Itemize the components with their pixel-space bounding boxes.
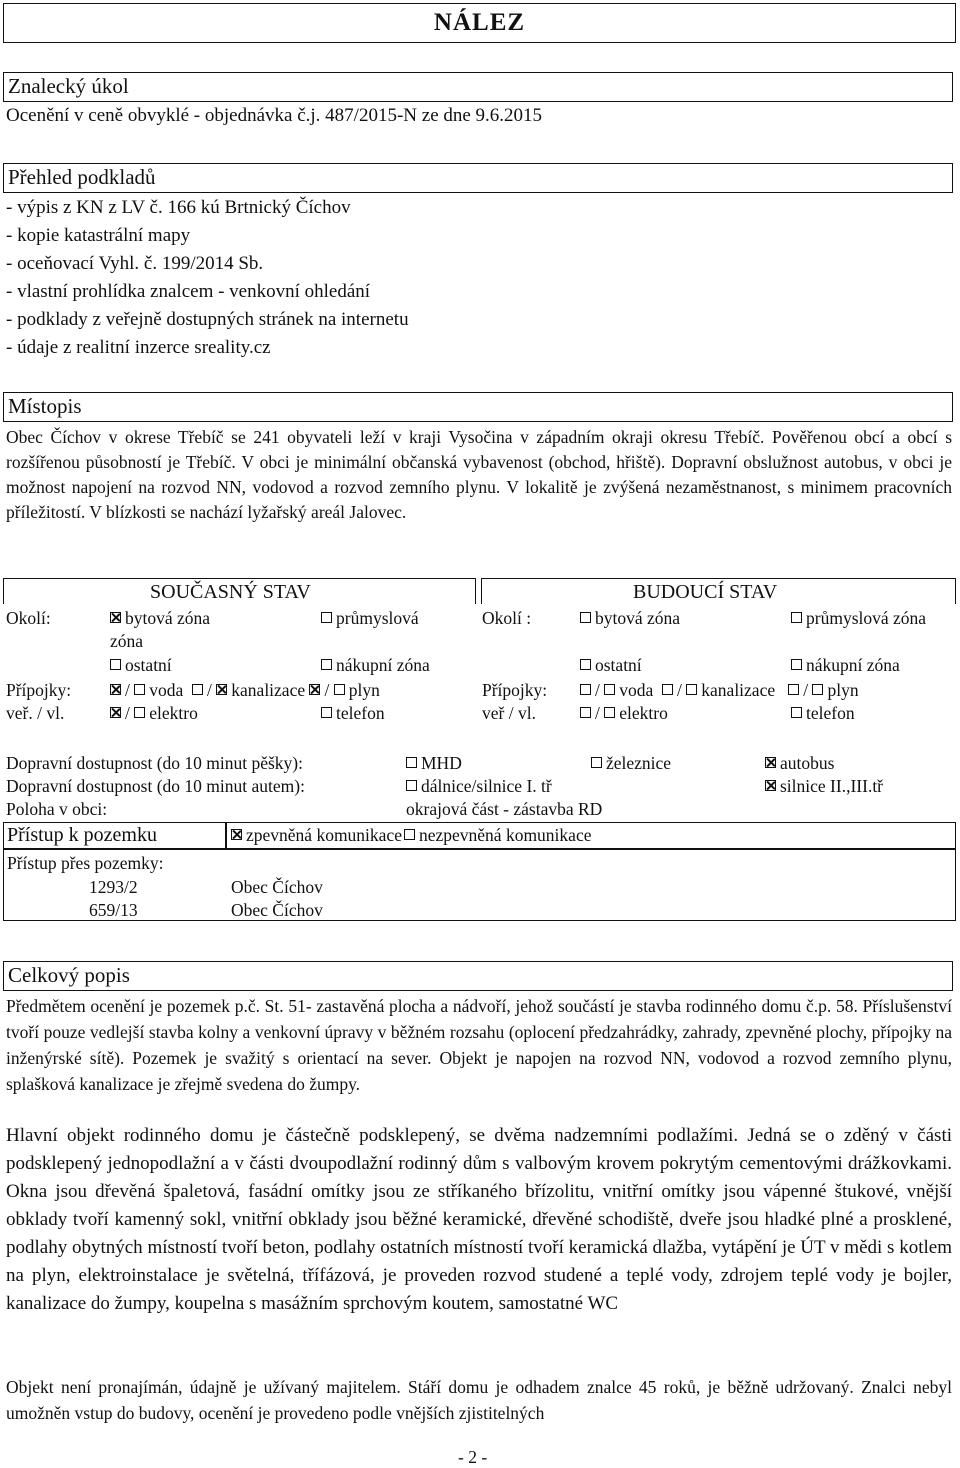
option-label: průmyslová [336, 608, 419, 628]
option-label: nákupní zóna [806, 655, 900, 675]
option-label: ostatní [595, 655, 642, 675]
checkbox-icon [404, 829, 415, 840]
checked-box-icon [765, 757, 776, 768]
soucasny-pripojky-label: Přípojky: [6, 680, 72, 700]
slash: / [595, 680, 600, 700]
section-ukol-heading [3, 72, 953, 102]
option-label: dálnice/silnice I. tř [421, 776, 552, 796]
checkbox-icon [334, 684, 345, 695]
budouci-ver-label: veř / vl. [482, 703, 536, 723]
checkbox-icon [580, 612, 591, 623]
ukol-text: Ocenění v ceně obvyklé - objednávka č.j. 487/2015-N ze dne 9.6.2015 [6, 105, 543, 126]
soucasny-nakupni [321, 654, 430, 676]
doprava-auto-label: Dopravní dostupnost (do 10 minut autem): [6, 776, 305, 796]
budouci-bytova [580, 607, 680, 629]
doprava-zeleznice [591, 752, 671, 774]
podklady-item: - podklady z veřejně dostupných stránek na internetu [6, 309, 409, 330]
option-label: autobus [780, 753, 835, 773]
pozemek-vlastnik: Obec Číchov [231, 877, 323, 897]
budouci-nakupni [791, 654, 900, 676]
option-label: telefon [336, 703, 385, 723]
section-mistopis-heading [3, 392, 953, 422]
soucasny-prumyslova [321, 607, 419, 629]
checked-box-icon [110, 707, 121, 718]
budouci-pripojky-label: Přípojky: [482, 680, 548, 700]
slash: / [595, 703, 600, 723]
checkbox-icon [591, 757, 602, 768]
budouci-pripojky-row [580, 679, 859, 701]
pristup-heading: Přístup k pozemku [7, 824, 157, 846]
option-label: plyn [348, 680, 380, 700]
checked-box-icon [110, 684, 121, 695]
checked-box-icon [110, 612, 121, 623]
doprava-peso-label: Dopravní dostupnost (do 10 minut pěšky): [6, 753, 303, 773]
option-label: MHD [421, 753, 462, 773]
pozemek-vlastnik: Obec Číchov [231, 900, 323, 920]
checkbox-icon [580, 684, 591, 695]
slash: / [324, 680, 330, 700]
checkbox-icon [686, 684, 697, 695]
slash: / [207, 680, 212, 700]
checkbox-icon [580, 659, 591, 670]
ukol-heading-text: Znalecký úkol [8, 74, 129, 98]
mistopis-heading-text: Místopis [8, 394, 82, 418]
soucasny-ver-label: veř. / vl. [6, 703, 65, 723]
checked-box-icon [765, 780, 776, 791]
slash: / [125, 703, 130, 723]
pristup-options [231, 824, 591, 846]
page-number: - 2 - [458, 1447, 488, 1467]
podklady-item: - kopie katastrální mapy [6, 225, 191, 246]
checkbox-icon [192, 684, 203, 695]
option-label: voda [149, 680, 184, 700]
checkbox-icon [110, 659, 121, 670]
podklady-item: - výpis z KN z LV č. 166 kú Brtnický Číchov [6, 197, 351, 218]
podklady-item: - vlastní prohlídka znalcem - venkovní ohledání [6, 281, 371, 302]
checked-box-icon [309, 684, 320, 695]
checkbox-icon [791, 707, 802, 718]
slash: / [677, 680, 682, 700]
checkbox-icon [791, 612, 802, 623]
section-podklady-heading [3, 163, 953, 193]
soucasny-telefon [321, 702, 385, 724]
checkbox-icon [580, 707, 591, 718]
option-label: bytová zóna [595, 608, 681, 628]
soucasny-bytova [110, 607, 210, 629]
option-label: kanalizace [231, 680, 306, 700]
slash: / [803, 680, 809, 700]
popis-paragraph-2: Hlavní objekt rodinného domu je částečně podsklepený, se dvěma nadzemními podlažími. Jedná se o zděný v části podsklepený jednopodlažní a v části dvoupodlažní rodinný dům s valbovým krovem pokrytým cementovými drážkovkami. Okna jsou dřevěná špaletová, fasádní omítky jsou ze stříkaného břízolitu, vnitřní omítky jsou vápenné štukové, vnější obklady tvoří kamenný sokl, vnitřní obklady jsou běžné keramické, dřevěné schodiště, dveře jsou hladké plné a prosklené, podlahy obytných místností tvoří beton, podlahy ostatních místností tvoří keramická dlažba, vytápění je ÚT v mědi s kotlem na plyn, elektroinstalace je světelná, třífázová, je proveden rozvod studené a teplé vody, zdrojem teplé vody je bojler, kanalizace do žumpy, koupelna s masážním sprchovým koutem, samostatné WC [6, 1125, 952, 1314]
budouci-okoli-label: Okolí : [482, 608, 532, 628]
page-title: NÁLEZ [433, 9, 526, 36]
checkbox-icon [134, 684, 145, 695]
popis-heading-text: Celkový popis [8, 963, 130, 987]
checkbox-icon [406, 780, 417, 791]
mistopis-text: Obec Číchov v okrese Třebíč se 241 obyvateli leží v kraji Vysočina v západním okraji okresu Třebíč. Pověřenou obcí a obcí s rozšířenou působností je Třebíč. V obci je minimální občanská vybavenost (obchod, hřiště). Dopravní obslužnost autobus, v obci je možnost napojení na rozvod NN, vodovod a rozvod zemního plynu. V lokalitě je zvýšená nezaměstnanost, s minimem pracovních příležitostí. V blízkosti se nachází lyžařský areál Jalovec. [6, 427, 952, 522]
pristup-pres-label: Přístup přes pozemky: [7, 853, 164, 873]
checkbox-icon [321, 659, 332, 670]
section-popis-heading [3, 961, 953, 991]
option-label: elektro [149, 703, 198, 723]
title-box [3, 3, 956, 43]
checkbox-icon [321, 707, 332, 718]
budouci-ostatni [580, 654, 642, 676]
poloha-value: okrajová část - zástavba RD [406, 799, 603, 819]
pozemek-parcela: 659/13 [89, 900, 138, 920]
budouci-heading: BUDOUCÍ STAV [633, 581, 778, 603]
option-label: elektro [619, 703, 668, 723]
option-label: telefon [806, 703, 855, 723]
budouci-prumyslova [791, 607, 926, 629]
checked-box-icon [216, 684, 227, 695]
option-label: zpevněná komunikace [246, 825, 402, 845]
option-label: bytová zóna [125, 608, 211, 628]
checkbox-icon [134, 707, 145, 718]
soucasny-pripojky-row [110, 679, 380, 701]
checkbox-icon [604, 707, 615, 718]
pozemek-parcela: 1293/2 [89, 877, 138, 897]
soucasny-ostatni [110, 654, 172, 676]
doprava-mhd [406, 752, 462, 774]
option-label: ostatní [125, 655, 172, 675]
budouci-telefon [791, 702, 855, 724]
checkbox-icon [406, 757, 417, 768]
option-label: kanalizace [701, 680, 776, 700]
doprava-silnice [765, 775, 883, 797]
option-label: železnice [606, 753, 672, 773]
soucasny-zona-wrap: zóna [110, 631, 144, 651]
soucasny-okoli-label: Okolí: [6, 608, 51, 628]
podklady-item: - údaje z realitní inzerce sreality.cz [6, 337, 271, 358]
poloha-label: Poloha v obci: [6, 799, 108, 819]
podklady-heading-text: Přehled podkladů [8, 165, 156, 189]
doprava-autobus [765, 752, 834, 774]
checkbox-icon [321, 612, 332, 623]
option-label: silnice II.,III.tř [780, 776, 884, 796]
soucasny-elektro [110, 702, 198, 724]
checkbox-icon [788, 684, 799, 695]
slash: / [125, 680, 130, 700]
popis-paragraph-3: Objekt není pronajímán, údajně je užívaný majitelem. Stáří domu je odhadem znalce 45 roků, je běžně udržovaný. Znalci nebyl umožněn vstup do budovy, ocenění je provedeno podle vnějších zjistitelných [6, 1377, 952, 1423]
podklady-item: - oceňovací Vyhl. č. 199/2014 Sb. [6, 253, 264, 274]
budouci-elektro [580, 702, 668, 724]
doprava-dalnice [406, 775, 552, 797]
checkbox-icon [662, 684, 673, 695]
popis-paragraph-1: Předmětem ocenění je pozemek p.č. St. 51- zastavěná plocha a nádvoří, jehož součástí je stavba rodinného domu č.p. 58. Příslušenství tvoří pouze vedlejší stavba kolny a venkovní úpravy v běžném rozsahu (oplocení předzahrádky, zahrady, zpevněné plochy, přípojky na inženýrské sítě). Pozemek je svažitý s orientací na sever. Objekt je napojen na rozvod NN, vodovod a rozvod zemního plynu, splašková kanalizace je zřejmě svedena do žumpy. [6, 996, 952, 1094]
option-label: voda [619, 680, 654, 700]
checkbox-icon [791, 659, 802, 670]
option-label: průmyslová zóna [806, 608, 927, 628]
option-label: nezpevněná komunikace [418, 825, 592, 845]
option-label: plyn [827, 680, 859, 700]
option-label: nákupní zóna [336, 655, 430, 675]
checkbox-icon [604, 684, 615, 695]
checkbox-icon [812, 684, 823, 695]
checked-box-icon [231, 829, 242, 840]
soucasny-heading: SOUČASNÝ STAV [150, 581, 311, 603]
